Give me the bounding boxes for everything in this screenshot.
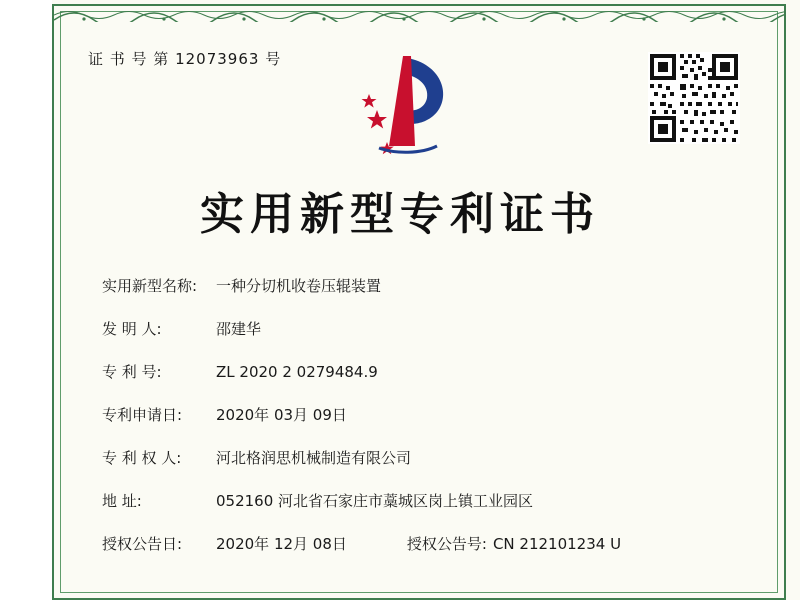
field-row-name (102, 275, 730, 296)
field-value-grant-number: CN 212101234 U (492, 535, 622, 553)
field-row-patentee (102, 447, 730, 468)
certificate-fields (102, 275, 730, 576)
field-value-patentee: 河北格润思机械制造有限公司 (216, 449, 412, 467)
field-label-grant-number: 授权公告号: (406, 535, 487, 553)
field-row-inventor (102, 318, 730, 339)
certificate-number: 证 书 号 第 12073963 号 (88, 50, 282, 68)
ornamental-top-band (54, 6, 784, 22)
qr-code (648, 52, 740, 144)
page-left-margin (0, 0, 52, 600)
cnipa-logo (345, 50, 465, 160)
field-row-patent-number (102, 361, 730, 382)
field-value-grant-date: 2020年 12月 08日 (216, 535, 347, 553)
field-label-inventor: 发 明 人: (102, 320, 162, 338)
field-label-utility-model-name: 实用新型名称: (102, 277, 198, 295)
field-label-grant-date: 授权公告日: (102, 535, 183, 553)
field-value-utility-model-name: 一种分切机收卷压辊装置 (216, 277, 382, 295)
field-row-application-date (102, 404, 730, 425)
field-label-address: 地 址: (102, 492, 142, 510)
field-value-patent-number: ZL 2020 2 0279484.9 (216, 363, 378, 381)
field-row-grant-publication (102, 533, 730, 554)
grant-publication-number-group (407, 533, 621, 554)
field-label-patentee: 专 利 权 人: (102, 449, 182, 467)
field-label-application-date: 专利申请日: (102, 406, 183, 424)
field-value-application-date: 2020年 03月 09日 (216, 406, 347, 424)
field-row-address (102, 490, 730, 511)
page-title: 实用新型专利证书 (200, 189, 600, 240)
field-label-patent-number: 专 利 号: (102, 363, 162, 381)
field-value-inventor: 邵建华 (216, 320, 262, 338)
field-value-address: 052160 河北省石家庄市藁城区岗上镇工业园区 (216, 492, 534, 510)
